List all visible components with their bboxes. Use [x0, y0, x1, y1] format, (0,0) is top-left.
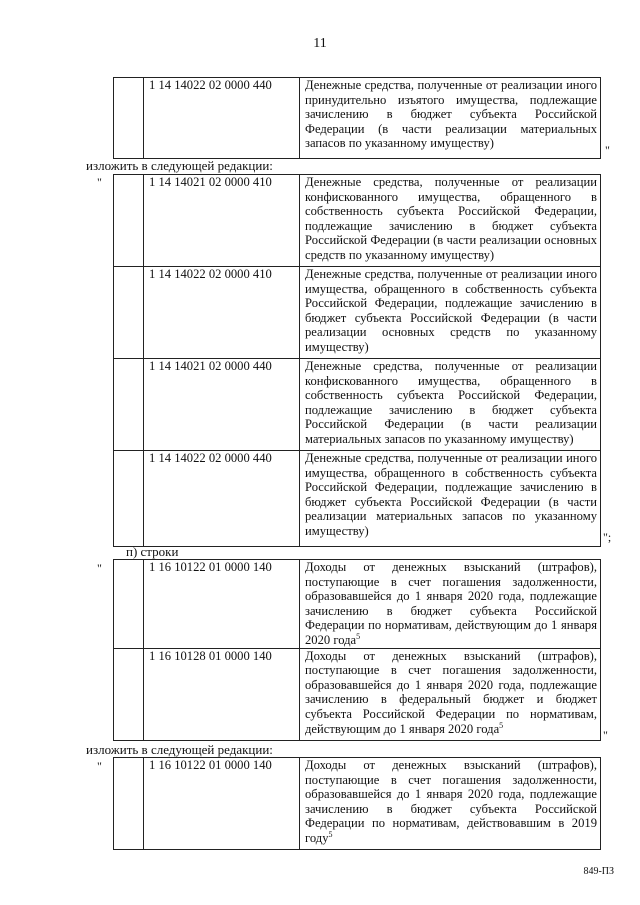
closing-quote: ";	[603, 530, 612, 544]
row-number-cell	[114, 451, 144, 547]
table-row	[114, 78, 601, 159]
table-new-rows-16	[113, 757, 601, 850]
opening-quote: "	[97, 759, 102, 773]
description-text: Доходы от денежных взысканий (штрафов), поступающие в счет погашения задолженности, образовавшейся до 1 января 2020 года, подлежащие зачислению в бюджет субъекта Российской Федерации по нормативам, действующим до 1 января 2020 года$^5$	[305, 560, 597, 647]
table-old-rows-14	[113, 77, 601, 159]
document-code: 849-ПЗ	[583, 866, 614, 877]
description-text: Денежные средства, полученные от реализации иного принудительно изъятого имущества, подлежащие зачислению в бюджет субъекта Российской Федерации (в части реализации материальных запасов по указанному имуществу)	[305, 78, 597, 151]
footnote-mark: 5	[356, 631, 361, 641]
row-number-cell	[114, 78, 144, 159]
description-cell	[300, 560, 601, 649]
closing-quote: "	[605, 143, 610, 157]
table-row	[114, 175, 601, 267]
opening-quote: "	[97, 561, 102, 575]
opening-quote: "	[97, 175, 102, 189]
table-row	[114, 648, 601, 740]
description-cell	[300, 359, 601, 451]
code-cell: 1 14 14022 02 0000 440	[144, 78, 300, 159]
code-cell: 1 16 10122 01 0000 140	[144, 560, 300, 649]
description-cell	[300, 648, 601, 740]
description-cell	[300, 78, 601, 159]
description-cell	[300, 451, 601, 547]
item-label: п) строки	[126, 544, 179, 559]
row-number-cell	[114, 175, 144, 267]
footnote-mark: 5	[499, 720, 504, 730]
description-cell	[300, 175, 601, 267]
description-text: Доходы от денежных взысканий (штрафов), поступающие в счет погашения задолженности, образовавшейся до 1 января 2020 года, подлежащие зачислению в федеральный бюджет и бюджет субъекта Российской Федерации по нормативам, действующим до 1 января 2020 года$^5$	[305, 648, 597, 736]
table-old-rows-16	[113, 559, 601, 741]
table-row	[114, 758, 601, 850]
page-number: 11	[313, 36, 327, 51]
closing-quote: "	[603, 728, 608, 742]
description-text: Доходы от денежных взысканий (штрафов), поступающие в счет погашения задолженности, образовавшейся до 1 января 2020 года, подлежащие зачислению в бюджет субъекта Российской Федерации по нормативам, действовавшим в 2019 году$^5$	[305, 758, 597, 845]
description-cell	[300, 758, 601, 850]
code-cell: 1 14 14022 02 0000 410	[144, 267, 300, 359]
instruction-text: изложить в следующей редакции:	[86, 742, 273, 757]
code-cell: 1 16 10122 01 0000 140	[144, 758, 300, 850]
table-row	[114, 359, 601, 451]
row-number-cell	[114, 267, 144, 359]
code-cell: 1 14 14021 02 0000 410	[144, 175, 300, 267]
table-new-rows-14	[113, 174, 601, 547]
instruction-text: изложить в следующей редакции:	[86, 158, 273, 173]
table-row	[114, 451, 601, 547]
description-cell	[300, 267, 601, 359]
footnote-mark: 5	[328, 829, 333, 839]
row-number-cell	[114, 359, 144, 451]
row-number-cell	[114, 560, 144, 649]
description-text: Денежные средства, полученные от реализации конфискованного имущества, обращенного в собственность субъекта Российской Федерации, подлежащие зачислению в бюджет субъекта Российской Федерации (в части реализации материальных запасов по указанному имуществу)	[305, 359, 597, 446]
row-number-cell	[114, 648, 144, 740]
description-text: Денежные средства, полученные от реализации иного имущества, обращенного в собственность субъекта Российской Федерации, подлежащие зачислению в бюджет субъекта Российской Федерации (в части реализации материальных запасов по указанному имуществу)	[305, 451, 597, 538]
description-text: Денежные средства, полученные от реализации иного имущества, обращенного в собственность субъекта Российской Федерации, подлежащие зачислению в бюджет субъекта Российской Федерации (в части реализации основных средств по указанному имуществу)	[305, 267, 597, 354]
table-row	[114, 267, 601, 359]
code-cell: 1 14 14021 02 0000 440	[144, 359, 300, 451]
table-row	[114, 560, 601, 649]
code-cell: 1 14 14022 02 0000 440	[144, 451, 300, 547]
description-text: Денежные средства, полученные от реализации конфискованного имущества, обращенного в собственность субъекта Российской Федерации, подлежащие зачислению в бюджет субъекта Российской Федерации (в части реализации основных средств по указанному имуществу)	[305, 175, 597, 262]
row-number-cell	[114, 758, 144, 850]
code-cell: 1 16 10128 01 0000 140	[144, 648, 300, 740]
